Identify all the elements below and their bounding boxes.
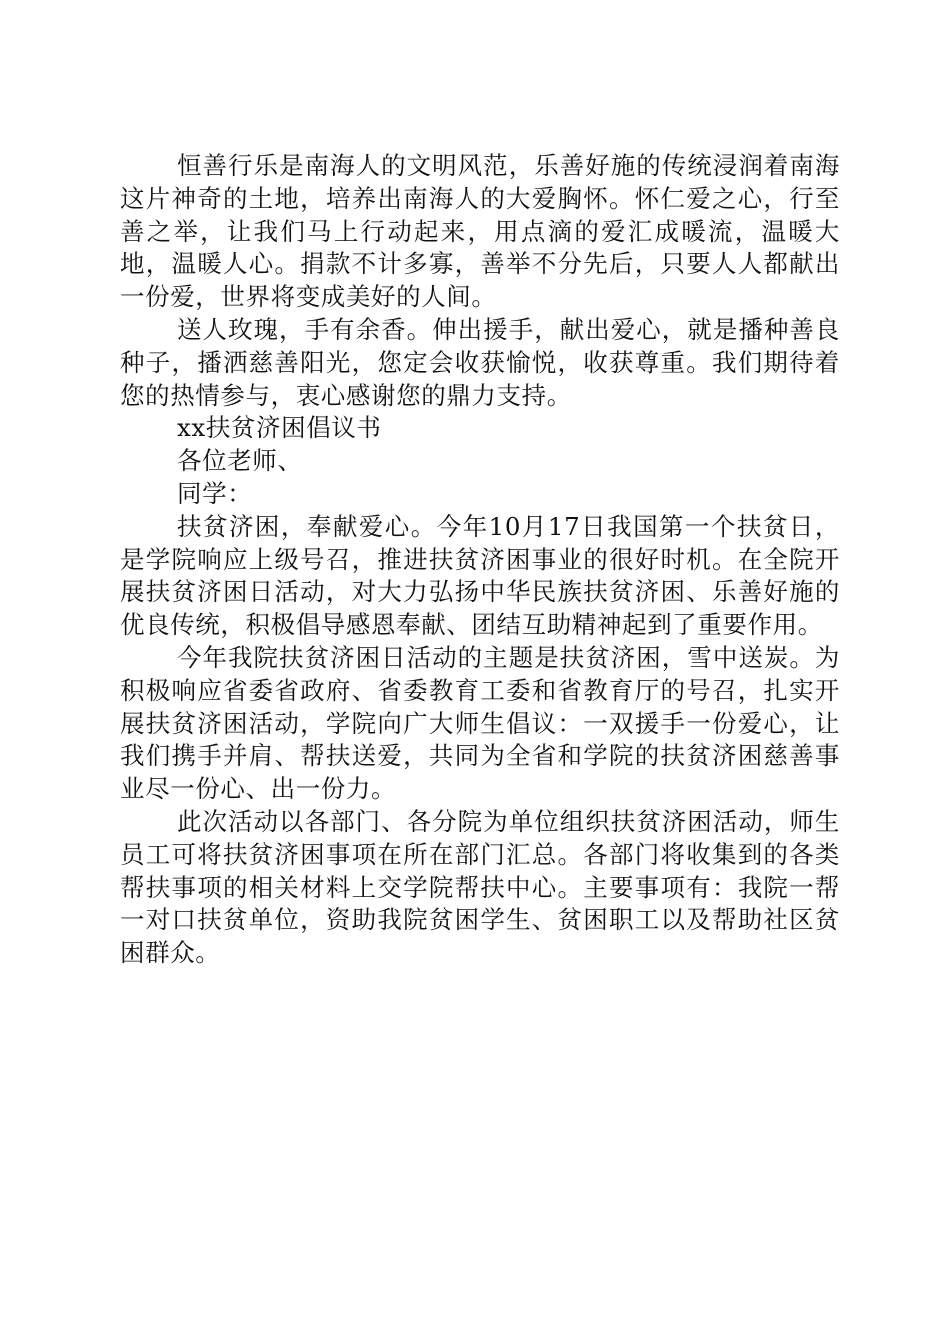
proposal-title: xx扶贫济困倡议书 — [177, 413, 382, 443]
paragraph-charity-intro: 恒善行乐是南海人的文明风范，乐善好施的传统浸润着南海这片神奇的土地，培养出南海人的大爱胸怀。怀仁爱之心，行至善之举，让我们马上行动起来，用点滴的爱汇成暖流，温暖大地，温暖人心。捐款不计多寡，善举不分先后，只要人人都献出一份爱，世界将变成美好的人间。 — [120, 151, 840, 312]
paragraph-poverty-day: 扶贫济困，奉献爱心。今年10月17日我国第一个扶贫日，是学院响应上级号召，推进扶贫济困事业的很好时机。在全院开展扶贫济困日活动，对大力弘扬中华民族扶贫济困、乐善好施的优良传统，积极倡导感恩奉献、团结互助精神起到了重要作用。 — [120, 511, 840, 640]
paragraph-activity: 此次活动以各部门、各分院为单位组织扶贫济困活动，师生员工可将扶贫济困事项在所在部门汇总。各部门将收集到的各类帮扶事项的相关材料上交学院帮扶中心。主要事项有：我院一帮一对口扶贫单位，资助我院贫困学生、贫困职工以及帮助社区贫困群众。 — [120, 806, 840, 968]
paragraph-theme: 今年我院扶贫济困日活动的主题是扶贫济困，雪中送炭。为积极响应省委省政府、省委教育工委和省教育厅的号召，扎实开展扶贫济困活动，学院向广大师生倡议：一双援手一份爱心，让我们携手并肩、帮扶送爱，共同为全省和学院的扶贫济困慈善事业尽一份心、出一份力。 — [120, 642, 840, 804]
salutation-students: 同学： — [177, 478, 253, 508]
salutation-teachers: 各位老师、 — [177, 446, 303, 476]
paragraph-roses: 送人玫瑰，手有余香。伸出援手，献出爱心，就是播种善良种子，播洒慈善阳光，您定会收获愉悦，收获尊重。我们期待着您的热情参与，衷心感谢您的鼎力支持。 — [120, 314, 840, 410]
document-body — [120, 150, 840, 970]
